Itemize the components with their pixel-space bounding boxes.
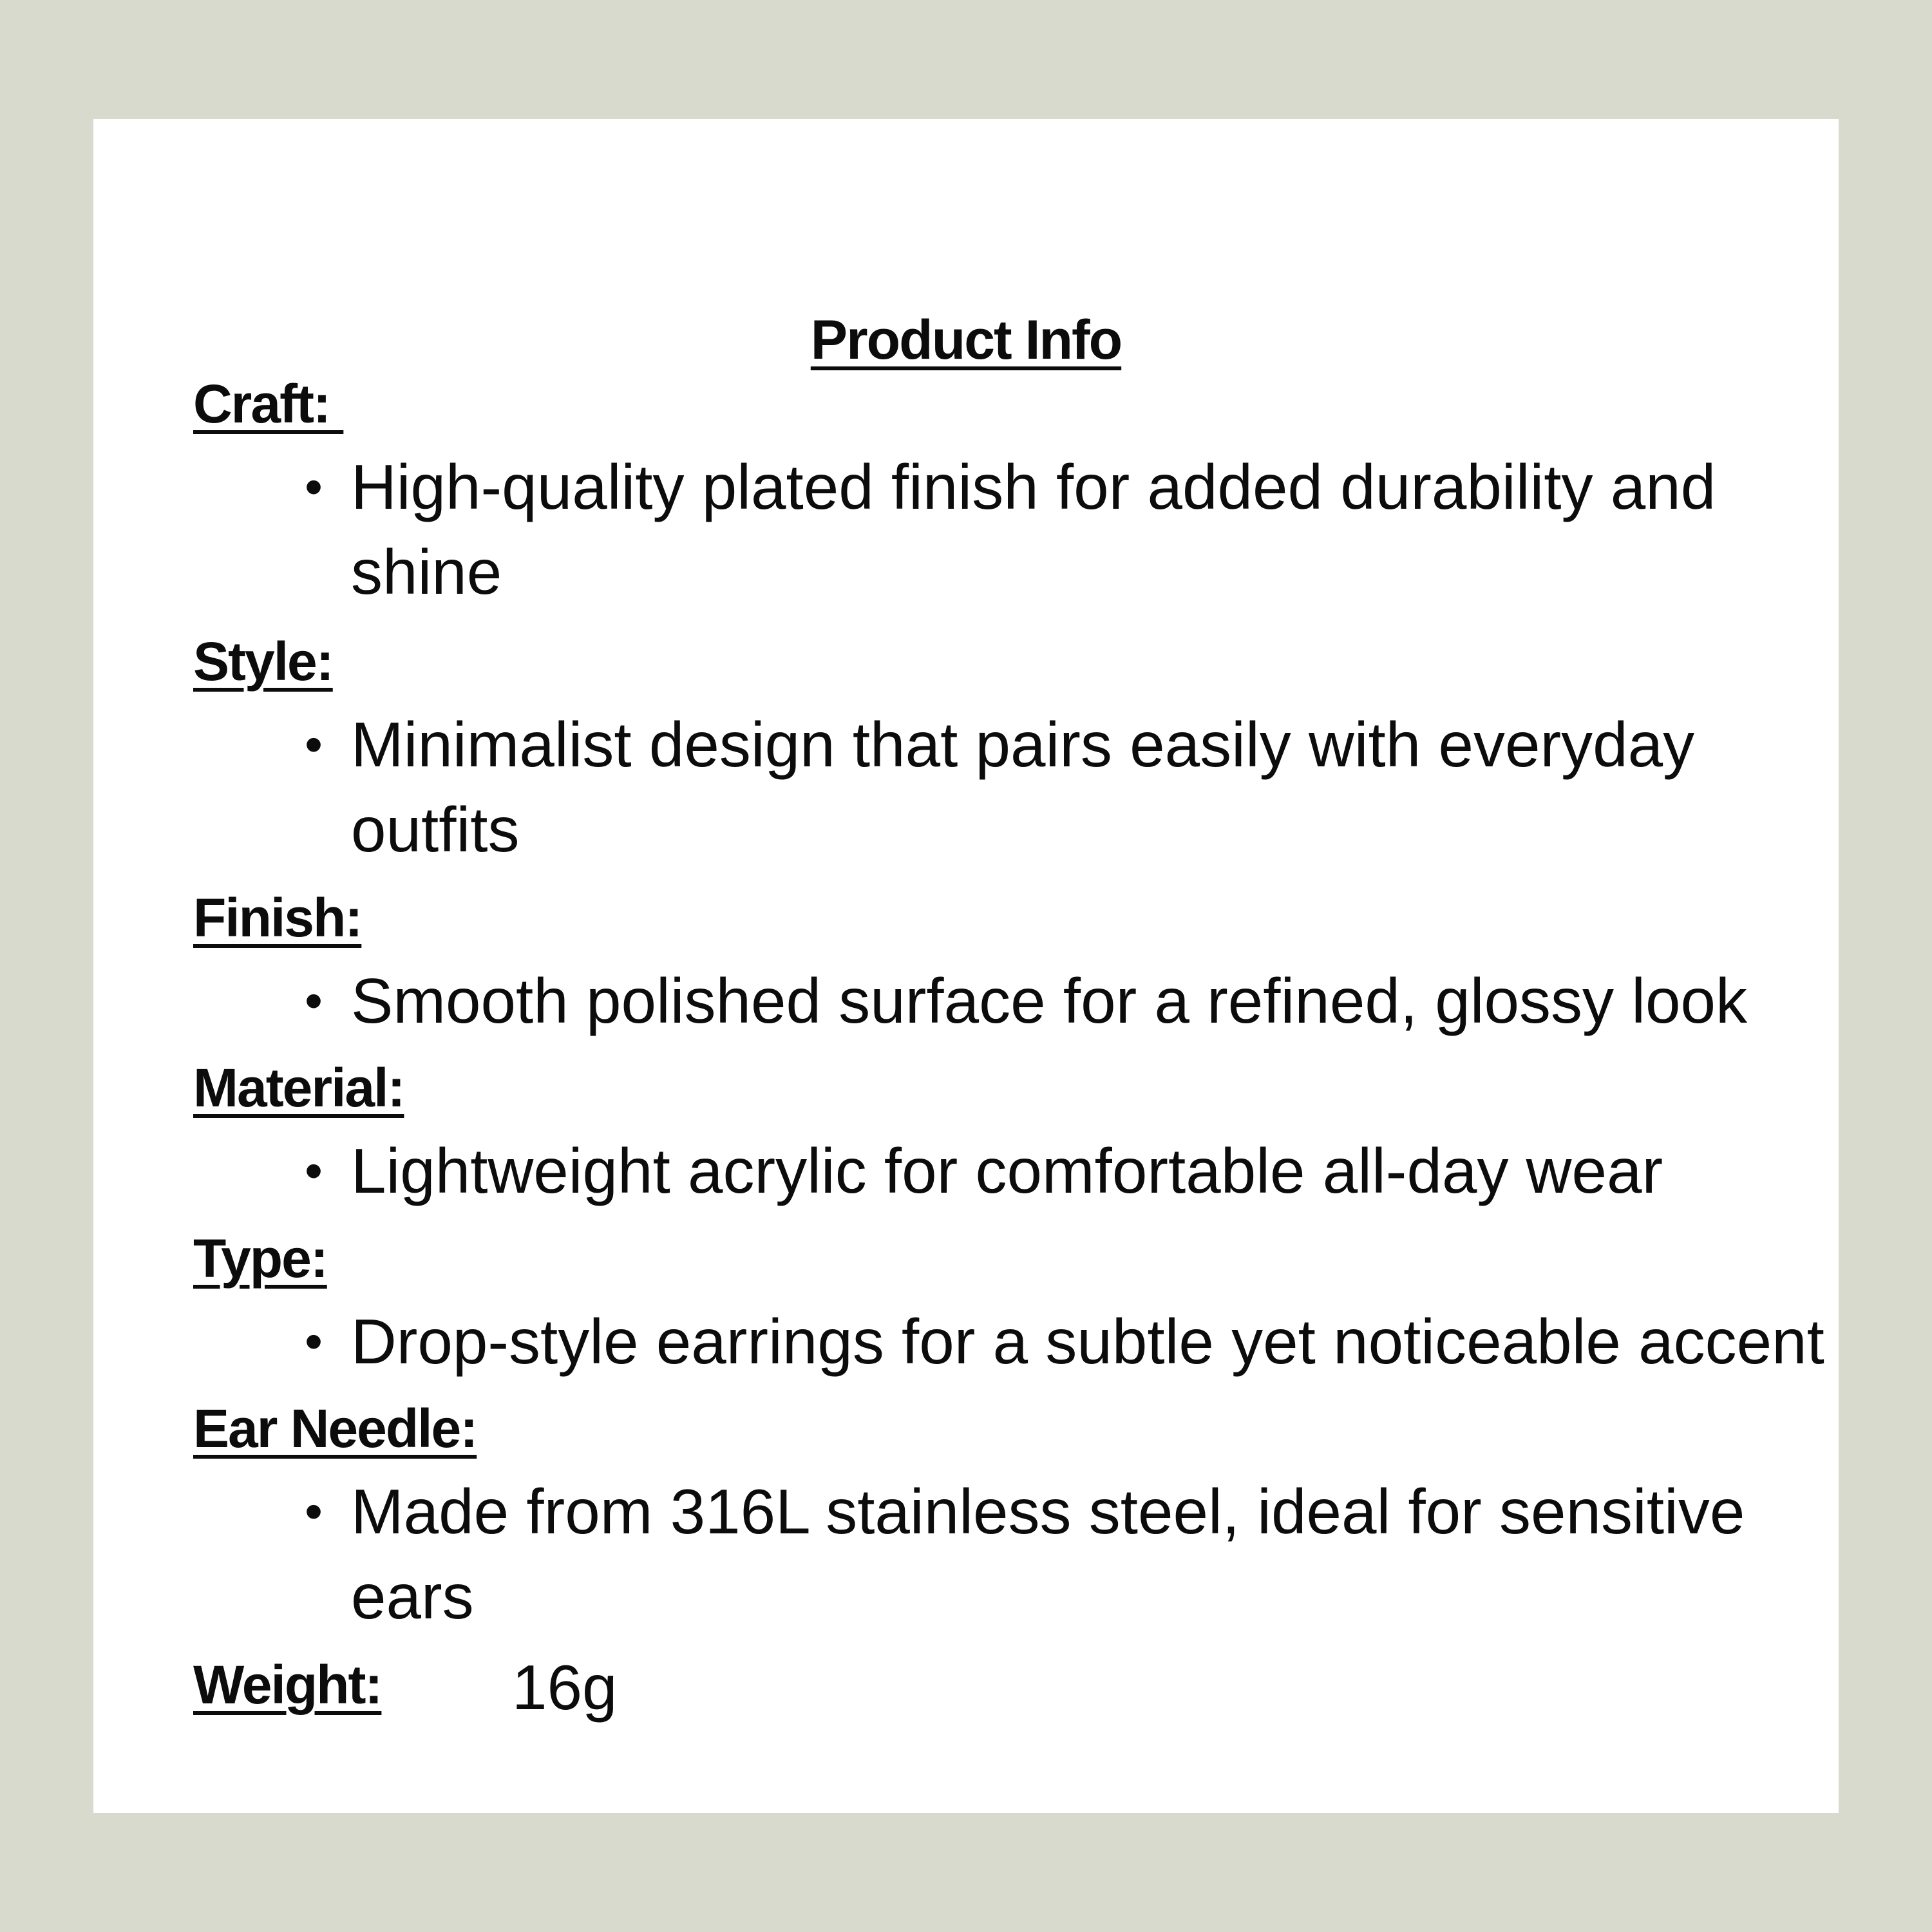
- craft-description: • High-quality plated finish for added durability and shine: [351, 444, 1832, 614]
- weight-value: 16g: [512, 1652, 618, 1723]
- style-description: • Minimalist design that pairs easily with everyday outfits: [351, 702, 1832, 872]
- page-title: Product Info: [810, 309, 1122, 371]
- material-label: Material:: [193, 1057, 404, 1118]
- finish-label: Finish:: [193, 887, 362, 948]
- material-description: • Lightweight acrylic for comfortable all-day wear: [351, 1128, 1832, 1213]
- type-description: • Drop-style earrings for a subtle yet noticeable accent: [351, 1299, 1832, 1384]
- weight-label: Weight:: [193, 1654, 382, 1715]
- craft-label: Craft:: [193, 374, 344, 434]
- type-label: Type:: [193, 1228, 327, 1289]
- ear-needle-label: Ear Needle:: [193, 1398, 477, 1459]
- ear-needle-description: • Made from 316L stainless steel, ideal for sensitive ears: [351, 1469, 1832, 1639]
- finish-description: • Smooth polished surface for a refined, glossy look: [351, 958, 1832, 1043]
- product-info-card: [93, 119, 1839, 1813]
- style-label: Style:: [193, 631, 333, 692]
